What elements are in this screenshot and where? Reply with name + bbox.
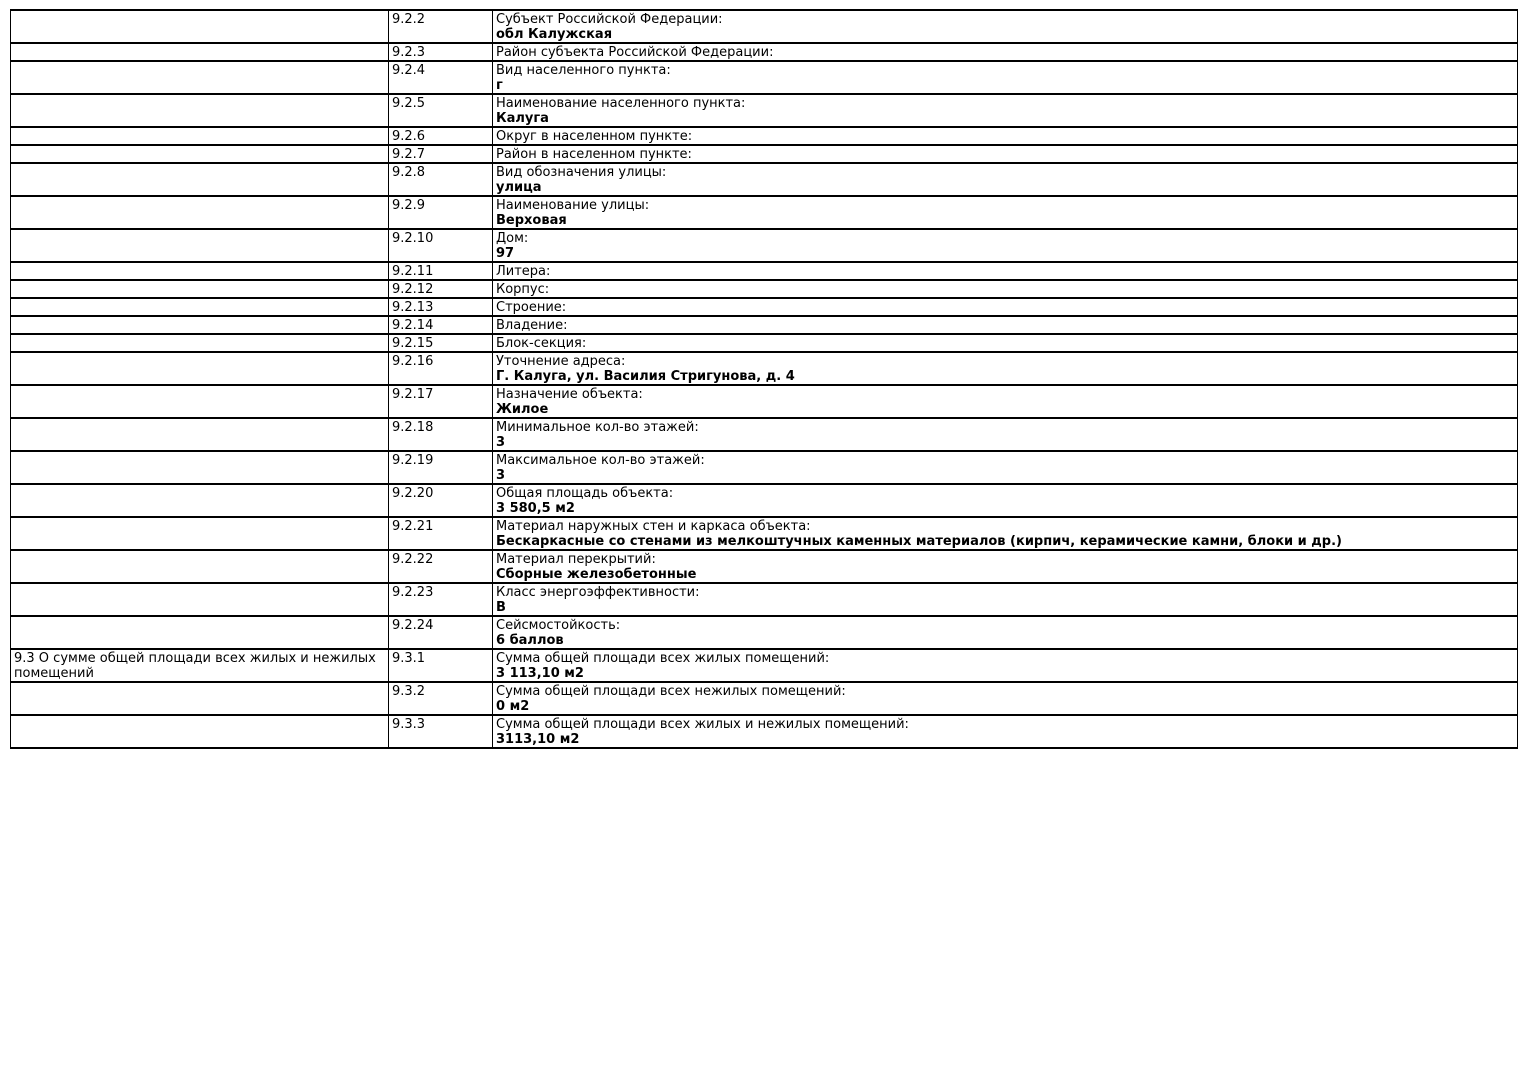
section-cell: [11, 550, 389, 583]
code-cell: 9.2.8: [389, 163, 493, 196]
label-value-cell: [493, 196, 1518, 229]
field-value: 3: [496, 468, 506, 483]
code-cell: 9.2.12: [389, 280, 493, 298]
label-value-cell: [493, 229, 1518, 262]
table-row: [11, 352, 1518, 385]
code-cell: 9.2.9: [389, 196, 493, 229]
table-body: [11, 10, 1518, 748]
code-cell: 9.2.21: [389, 517, 493, 550]
code-cell: 9.2.3: [389, 43, 493, 61]
table-row: [11, 682, 1518, 715]
label-value-cell: [493, 280, 1518, 298]
table-row: [11, 649, 1518, 682]
label-value-cell: [493, 616, 1518, 649]
code-cell: 9.2.5: [389, 94, 493, 127]
code-cell: 9.2.20: [389, 484, 493, 517]
table-row: [11, 262, 1518, 280]
table-row: [11, 583, 1518, 616]
field-value: 97: [496, 246, 515, 261]
section-cell: [11, 715, 389, 748]
label-value-cell: [493, 385, 1518, 418]
field-label: Сумма общей площади всех нежилых помещений:: [496, 684, 846, 699]
section-cell: [11, 583, 389, 616]
field-value: обл Калужская: [496, 27, 613, 42]
label-value-cell: [493, 583, 1518, 616]
table-row: [11, 298, 1518, 316]
table-row: [11, 484, 1518, 517]
field-label: Материал наружных стен и каркаса объекта:: [496, 519, 811, 534]
label-value-cell: [493, 94, 1518, 127]
code-cell: 9.2.7: [389, 145, 493, 163]
label-value-cell: [493, 298, 1518, 316]
field-value: Верховая: [496, 213, 567, 228]
section-cell: [11, 61, 389, 94]
field-label: Общая площадь объекта:: [496, 486, 674, 501]
table-row: [11, 196, 1518, 229]
field-value: 3 580,5 м2: [496, 501, 575, 516]
label-value-cell: [493, 43, 1518, 61]
field-label: Корпус:: [496, 282, 550, 297]
section-cell: [11, 145, 389, 163]
field-label: Уточнение адреса:: [496, 354, 626, 369]
field-label: Блок-секция:: [496, 336, 587, 351]
section-cell: [11, 385, 389, 418]
field-value: Сборные железобетонные: [496, 567, 697, 582]
label-value-cell: [493, 262, 1518, 280]
section-cell: [11, 163, 389, 196]
label-value-cell: [493, 451, 1518, 484]
table-row: [11, 94, 1518, 127]
table-row: [11, 43, 1518, 61]
label-value-cell: [493, 163, 1518, 196]
field-label: Владение:: [496, 318, 568, 333]
table-row: [11, 10, 1518, 43]
code-cell: 9.2.23: [389, 583, 493, 616]
section-cell: [11, 451, 389, 484]
section-cell: [11, 418, 389, 451]
label-value-cell: [493, 715, 1518, 748]
field-label: Наименование улицы:: [496, 198, 650, 213]
field-label: Литера:: [496, 264, 551, 279]
field-label: Максимальное кол-во этажей:: [496, 453, 705, 468]
section-cell: [11, 94, 389, 127]
section-cell: [11, 352, 389, 385]
label-value-cell: [493, 127, 1518, 145]
field-label: Дом:: [496, 231, 529, 246]
section-cell: [11, 682, 389, 715]
table-row: [11, 163, 1518, 196]
field-label: Сейсмостойкость:: [496, 618, 621, 633]
field-label: Субъект Российской Федерации:: [496, 12, 723, 27]
code-cell: 9.2.13: [389, 298, 493, 316]
table-row: [11, 316, 1518, 334]
field-label: Район в населенном пункте:: [496, 147, 692, 162]
table-row: [11, 451, 1518, 484]
section-cell: [11, 262, 389, 280]
code-cell: 9.2.24: [389, 616, 493, 649]
field-value: В: [496, 600, 506, 615]
field-label: Минимальное кол-во этажей:: [496, 420, 699, 435]
section-cell: [11, 196, 389, 229]
section-cell: [11, 484, 389, 517]
label-value-cell: [493, 484, 1518, 517]
field-value: Г. Калуга, ул. Василия Стригунова, д. 4: [496, 369, 795, 384]
field-value: 3113,10 м2: [496, 732, 580, 747]
field-value: 3 113,10 м2: [496, 666, 584, 681]
table-row: [11, 385, 1518, 418]
section-cell: [11, 298, 389, 316]
field-label: Вид населенного пункта:: [496, 63, 671, 78]
field-label: Вид обозначения улицы:: [496, 165, 667, 180]
label-value-cell: [493, 316, 1518, 334]
field-value: улица: [496, 180, 542, 195]
label-value-cell: [493, 145, 1518, 163]
field-value: Жилое: [496, 402, 549, 417]
code-cell: 9.2.6: [389, 127, 493, 145]
section-cell: [11, 127, 389, 145]
code-cell: 9.2.19: [389, 451, 493, 484]
label-value-cell: [493, 517, 1518, 550]
section-cell: [11, 280, 389, 298]
field-label: Класс энергоэффективности:: [496, 585, 700, 600]
label-value-cell: [493, 418, 1518, 451]
field-label: Сумма общей площади всех жилых и нежилых помещений:: [496, 717, 909, 732]
code-cell: 9.2.17: [389, 385, 493, 418]
code-cell: 9.2.14: [389, 316, 493, 334]
label-value-cell: [493, 550, 1518, 583]
field-label: Сумма общей площади всех жилых помещений:: [496, 651, 830, 666]
table-row: [11, 127, 1518, 145]
section-cell: [11, 10, 389, 43]
field-value: Калуга: [496, 111, 549, 126]
section-cell: [11, 517, 389, 550]
label-value-cell: [493, 334, 1518, 352]
label-value-cell: [493, 352, 1518, 385]
field-value: 6 баллов: [496, 633, 564, 648]
table-row: [11, 280, 1518, 298]
code-cell: 9.2.10: [389, 229, 493, 262]
section-cell: [11, 316, 389, 334]
table-row: [11, 418, 1518, 451]
table-row: [11, 229, 1518, 262]
section-cell: [11, 334, 389, 352]
table-row: [11, 517, 1518, 550]
field-label: Округ в населенном пункте:: [496, 129, 693, 144]
table-row: [11, 145, 1518, 163]
field-label: Строение:: [496, 300, 567, 315]
field-label: Наименование населенного пункта:: [496, 96, 746, 111]
code-cell: 9.2.16: [389, 352, 493, 385]
table-row: [11, 550, 1518, 583]
field-value: г: [496, 78, 503, 93]
table-row: [11, 715, 1518, 748]
section-cell: [11, 616, 389, 649]
section-cell: 9.3 О сумме общей площади всех жилых и нежилых помещений: [11, 649, 389, 682]
table-row: [11, 61, 1518, 94]
field-value: 3: [496, 435, 506, 450]
table-row: [11, 616, 1518, 649]
code-cell: 9.2.18: [389, 418, 493, 451]
label-value-cell: [493, 10, 1518, 43]
code-cell: 9.2.4: [389, 61, 493, 94]
code-cell: 9.2.11: [389, 262, 493, 280]
declaration-table: [10, 9, 1518, 749]
field-label: Материал перекрытий:: [496, 552, 656, 567]
field-label: Район субъекта Российской Федерации:: [496, 45, 774, 60]
code-cell: 9.2.22: [389, 550, 493, 583]
code-cell: 9.3.1: [389, 649, 493, 682]
label-value-cell: [493, 649, 1518, 682]
code-cell: 9.2.2: [389, 10, 493, 43]
section-cell: [11, 229, 389, 262]
field-value: 0 м2: [496, 699, 530, 714]
table-row: [11, 334, 1518, 352]
label-value-cell: [493, 61, 1518, 94]
code-cell: 9.3.3: [389, 715, 493, 748]
section-cell: [11, 43, 389, 61]
code-cell: 9.3.2: [389, 682, 493, 715]
label-value-cell: [493, 682, 1518, 715]
field-label: Назначение объекта:: [496, 387, 643, 402]
code-cell: 9.2.15: [389, 334, 493, 352]
field-value: Бескаркасные со стенами из мелкоштучных каменных материалов (кирпич, керамические камни, блоки и др.): [496, 534, 1342, 549]
